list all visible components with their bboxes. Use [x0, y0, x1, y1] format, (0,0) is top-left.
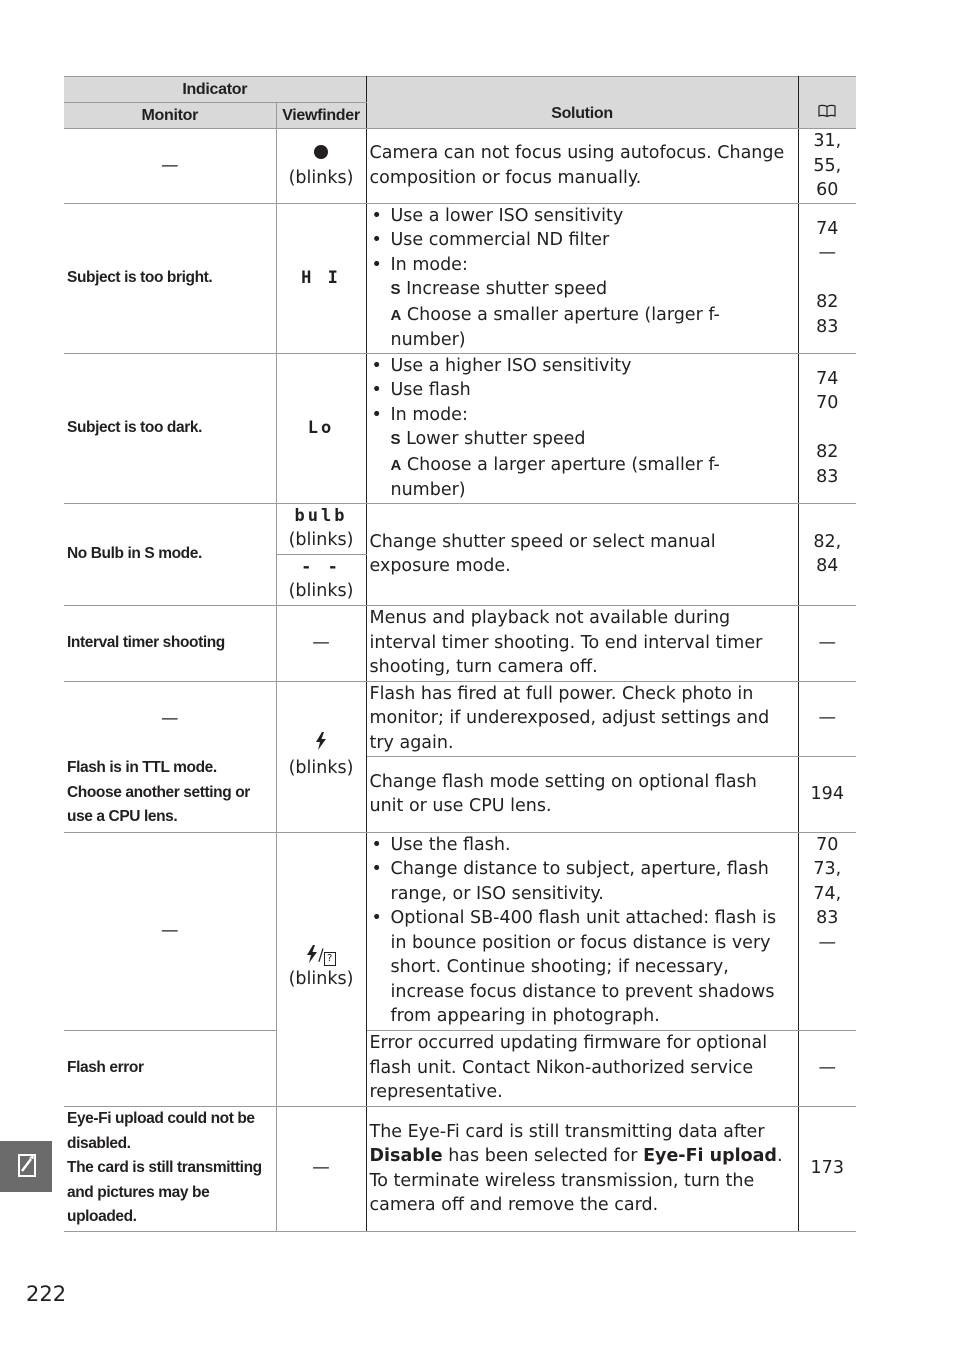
monitor-cell: Subject is too dark.: [64, 353, 276, 503]
solution-cell: [366, 353, 798, 503]
solution-cell: Change flash mode setting on optional flash unit or use CPU lens.: [366, 756, 798, 832]
solution-cell: Menus and playback not available during interval timer shooting. To end interval timer shooting, turn camera off.: [366, 605, 798, 681]
table-row: [64, 129, 856, 204]
list-item: • Use the flash.: [370, 833, 795, 858]
solution-cell: Error occurred updating firmware for optional flash unit. Contact Nikon-authorized service representative.: [366, 1030, 798, 1106]
table-row: [64, 1106, 856, 1231]
monitor-cell: Interval timer shooting: [64, 605, 276, 681]
viewfinder-cell: (blinks): [276, 681, 366, 832]
indicator-table: [64, 76, 856, 1232]
monitor-cell: Flash is in TTL mode. Choose another setting or use a CPU lens.: [64, 756, 276, 832]
page-cell: —: [798, 1030, 856, 1106]
list-item: • Change distance to subject, aperture, flash range, or ISO sensitivity.: [370, 857, 795, 906]
table-row: [64, 681, 856, 756]
page-cell: 70 73, 74, 83 —: [798, 832, 856, 1030]
page-cell: 173: [798, 1106, 856, 1231]
page-cell: 74 70 82 83: [798, 353, 856, 503]
solution-cell: Camera can not focus using autofocus. Change composition or focus manually.: [366, 129, 798, 204]
header-page: [798, 77, 856, 129]
header-monitor: Monitor: [64, 103, 276, 129]
focus-indicator-icon: [314, 145, 328, 159]
list-item: • In mode:: [370, 253, 795, 278]
header-solution: Solution: [366, 77, 798, 129]
viewfinder-cell: [276, 129, 366, 204]
viewfinder-cell: H I: [276, 203, 366, 353]
monitor-cell: No Bulb in S mode.: [64, 503, 276, 605]
page-cell: 82, 84: [798, 503, 856, 605]
list-item: • Optional SB-400 flash unit attached: flash is in bounce position or focus distance is very short. Continue shooting; if necessary, increase focus distance to prevent shadows from appearing in photograph.: [370, 906, 795, 1029]
monitor-cell: Subject is too bright.: [64, 203, 276, 353]
mode-line: A Choose a smaller aperture (larger f-number): [390, 304, 720, 350]
solution-cell: [366, 832, 798, 1030]
viewfinder-cell: / ? (blinks): [276, 832, 366, 1106]
page-cell: —: [798, 605, 856, 681]
mode-line: S Increase shutter speed: [390, 279, 608, 299]
flash-help-icon: / ?: [280, 943, 363, 968]
page-cell: 194: [798, 756, 856, 832]
book-icon: [818, 102, 836, 116]
solution-cell: Flash has fired at full power. Check photo in monitor; if underexposed, adjust settings and try again.: [366, 681, 798, 756]
page-number: 222: [26, 1282, 67, 1306]
table-row: [64, 832, 856, 1030]
table-row: [64, 503, 856, 554]
table-row: [64, 605, 856, 681]
solution-cell: The Eye-Fi card is still transmitting data after Disable has been selected for Eye-Fi upload. To terminate wireless transmission, turn the camera off and remove the card.: [366, 1106, 798, 1231]
header-viewfinder: Viewfinder: [276, 103, 366, 129]
monitor-cell: Eye-Fi upload could not be disabled. The card is still transmitting and pictures may be uploaded.: [64, 1106, 276, 1231]
table-row: [64, 756, 856, 832]
viewfinder-cell: —: [276, 1106, 366, 1231]
flash-icon: [280, 732, 363, 756]
monitor-cell: Flash error: [64, 1030, 276, 1106]
monitor-cell: —: [64, 681, 276, 756]
monitor-cell: —: [64, 832, 276, 1030]
page-cell: 31, 55, 60: [798, 129, 856, 204]
mode-line: A Choose a larger aperture (smaller f-number): [390, 454, 720, 500]
table-row: [64, 1030, 856, 1106]
section-tab: [0, 1141, 52, 1192]
viewfinder-cell: bulb (blinks): [276, 503, 366, 554]
list-item: • In mode:: [370, 403, 795, 428]
page-cell: —: [798, 681, 856, 756]
blinks-label: (blinks): [288, 168, 354, 189]
table-row: [64, 353, 856, 503]
list-item: • Use flash: [370, 378, 795, 403]
header-indicator: Indicator: [64, 77, 366, 103]
table-row: [64, 203, 856, 353]
monitor-cell: —: [64, 129, 276, 204]
viewfinder-cell: - - (blinks): [276, 554, 366, 605]
list-item: • Use a lower ISO sensitivity: [370, 204, 795, 229]
solution-cell: Change shutter speed or select manual exposure mode.: [366, 503, 798, 605]
viewfinder-cell: —: [276, 605, 366, 681]
list-item: • Use commercial ND filter: [370, 228, 795, 253]
mode-line: S Lower shutter speed: [390, 429, 586, 449]
list-item: • Use a higher ISO sensitivity: [370, 354, 795, 379]
viewfinder-cell: Lo: [276, 353, 366, 503]
solution-cell: [366, 203, 798, 353]
troubleshooting-icon: [0, 1141, 52, 1192]
page-cell: 74 — 82 83: [798, 203, 856, 353]
